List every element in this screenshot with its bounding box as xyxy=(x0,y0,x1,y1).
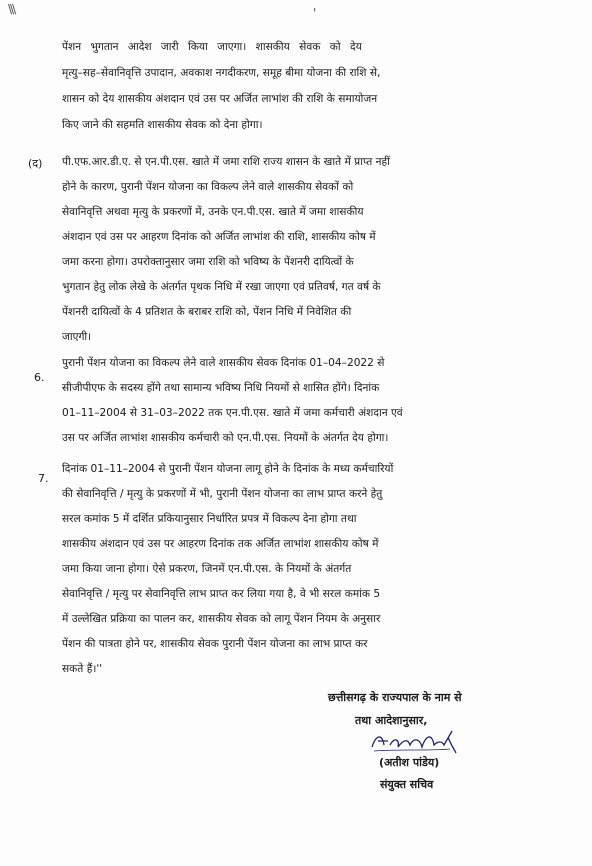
text-line: पुरानी पेंशन योजना का विकल्प लेने वाले शासकीय सेवक दिनांक 01–04–2022 से xyxy=(62,357,385,369)
text-line: किए जाने की सहमति शासकीय सेवक को देना होगा। xyxy=(62,119,263,131)
margin-mark: \\\ xyxy=(8,2,15,16)
text-line: शासन को देय शासकीय अंशदान एवं उस पर अर्जित लाभांश की राशि के समायोजन xyxy=(62,93,378,105)
text-line: शासकीय अंशदान एवं उस पर आहरण दिनांक तक अर्जित लाभांश शासकीय कोष में xyxy=(62,538,379,550)
text-line: पेंशन भुगतान आदेश जारी किया जाएगा। शासकीय सेवक को देय xyxy=(62,41,362,53)
text-line: सेवानिवृत्ति / मृत्यु पर सेवानिवृत्ति लाभ प्राप्त कर लिया गया है, वे भी सरल कमांक 5 xyxy=(62,588,381,600)
text-line: दिनांक 01–11–2004 से पुरानी पेंशन योजना लागू होने के दिनांक के मध्य कर्मचारियों xyxy=(62,463,394,475)
text-line: सकते हैं।'' xyxy=(62,663,103,675)
text-line: पी.एफ.आर.डी.ए. से एन.पी.एस. खाते में जमा राशि राज्य शासन के खाते में प्राप्त नहीं xyxy=(62,156,390,168)
text-line: 01–11–2004 से 31–03–2022 तक एन.पी.एस. खाते में जमा कर्मचारी अंशदान एवं xyxy=(62,407,403,419)
text-line: जमा करना होगा। उपरोक्तानुसार जमा राशि को भविष्य के पेंशनरी दायित्वों के xyxy=(62,256,354,268)
text-line: सरल कमांक 5 में दर्शित प्रकियानुसार निर्धारित प्रपत्र में विकल्प देना होगा तथा xyxy=(62,513,357,525)
text-line: में उल्लेखित प्रक्रिया का पालन कर, शासकीय सेवक को लागू पेंशन नियम के अनुसार xyxy=(62,613,381,625)
text-line: उस पर अर्जित लाभांश शासकीय कर्मचारी को एन.पी.एस. नियमों के अंतर्गत देय होगा। xyxy=(62,432,389,444)
handwritten-signature xyxy=(368,727,460,755)
text-line: अंशदान एवं उस पर आहरण दिनांक को अर्जित लाभांश की राशि, शासकीय कोष में xyxy=(62,231,376,243)
paragraph-marker: 6. xyxy=(34,371,45,384)
header-mark: ' xyxy=(313,6,317,20)
text-line: पेंशन की पात्रता होने पर, शासकीय सेवक पुरानी पेंशन योजना का लाभ प्राप्त कर xyxy=(62,638,368,650)
text-line: जमा किया जाना होगा। ऐसे प्रकरण, जिनमें एन.पी.एस. के नियमों के अंतर्गत xyxy=(62,563,352,575)
paragraph-marker: 7. xyxy=(38,472,49,485)
text-line: होने के कारण, पुरानी पेंशन योजना का विकल्प लेने वाले शासकीय सेवकों को xyxy=(62,181,354,193)
signatory-authority: छत्तीसगढ़ के राज्यपाल के नाम से xyxy=(328,691,462,704)
signatory-order: तथा आदेशानुसार, xyxy=(355,714,428,727)
text-line: भुगतान हेतु लोक लेखे के अंतर्गत पृथक निधि में रखा जाएगा एवं प्रतिवर्ष, गत वर्ष के xyxy=(62,281,381,293)
text-line: की सेवानिवृत्ति / मृत्यु के प्रकरणों में भी, पुरानी पेंशन योजना का लाभ प्राप्त करने हेतु xyxy=(62,488,383,500)
text-line: सेवानिवृत्ति अथवा मृत्यु के प्रकरणों में, उनके एन.पी.एस. खाते में जमा शासकीय xyxy=(62,206,364,218)
text-line: मृत्यु–सह–सेवानिवृत्ति उपादान, अवकाश नगदीकरण, समूह बीमा योजना की राशि से, xyxy=(62,67,381,79)
text-line: पेंशनरी दायित्वों के 4 प्रतिशत के बराबर राशि को, पेंशन निधि में निवेशित की xyxy=(62,306,352,318)
signatory-designation: संयुक्त सचिव xyxy=(380,778,434,791)
signatory-name: (अतीश पांडेय) xyxy=(379,756,440,769)
paragraph-marker: (द) xyxy=(28,157,43,170)
text-line: सीजीपीएफ के सदस्य होंगे तथा सामान्य भविष्य निधि नियमों से शासित होंगे। दिनांक xyxy=(62,382,380,394)
text-line: जाएगी। xyxy=(62,331,92,343)
